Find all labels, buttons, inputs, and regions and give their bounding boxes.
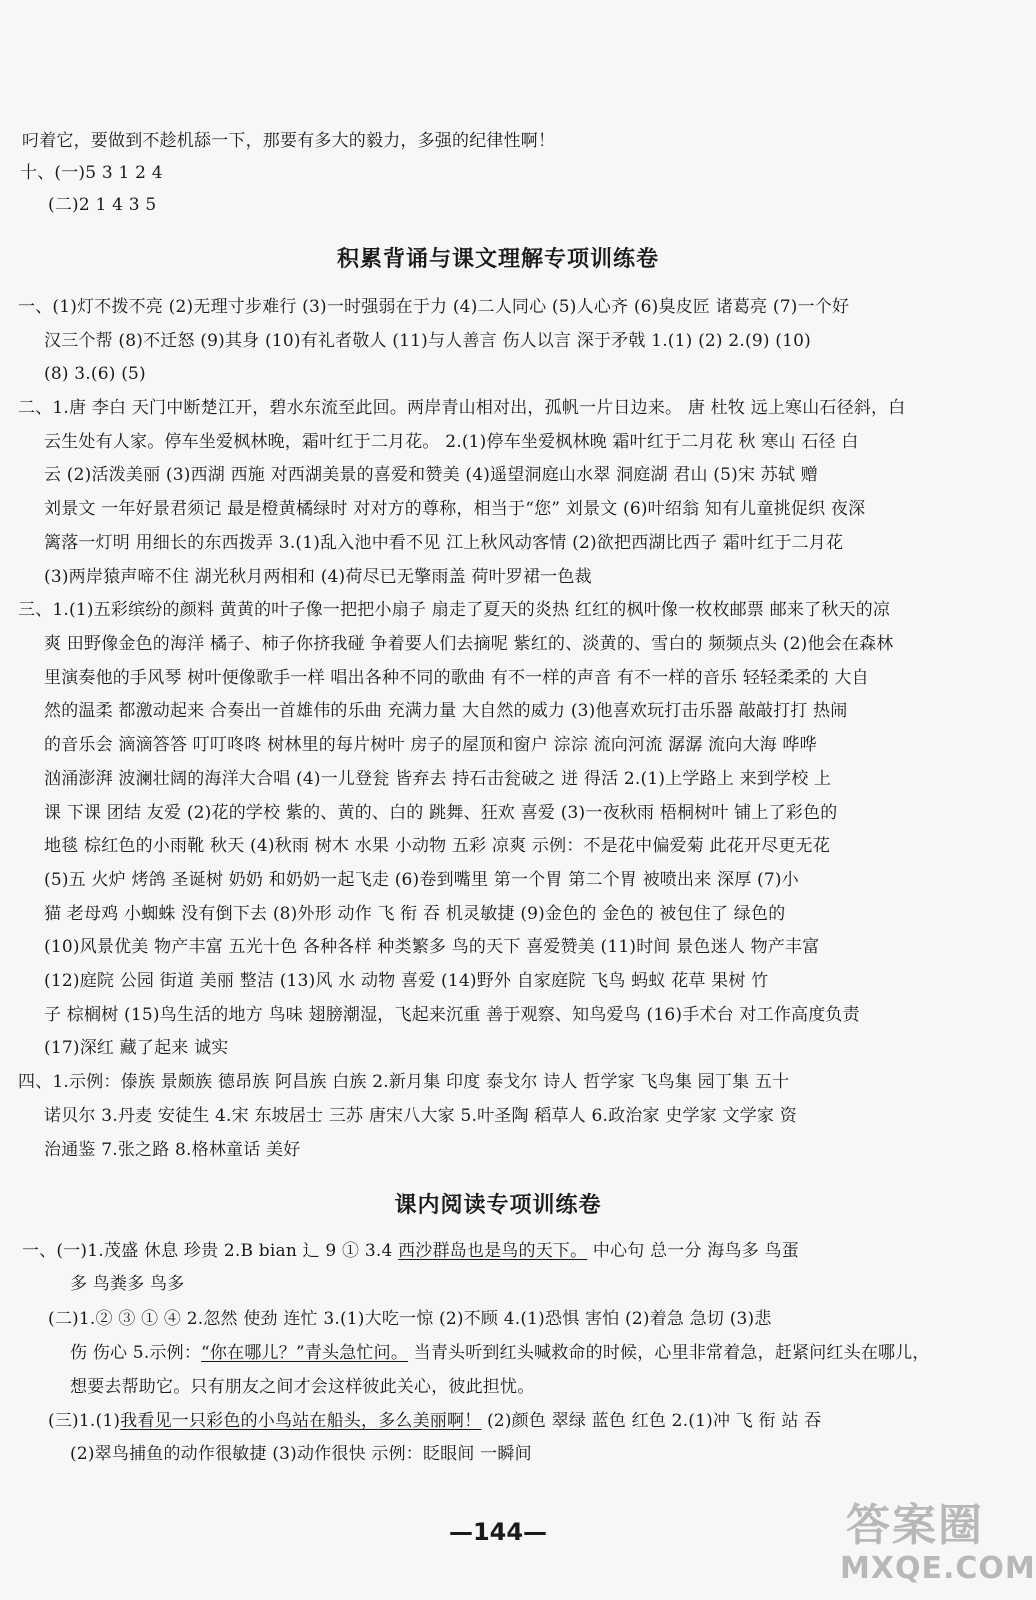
text-line: (3)两岸猿声啼不住 湖光秋月两相和 (4)荷尽已无擎雨盖 荷叶罗裙一色裁: [44, 567, 592, 587]
text-line: 篱落一灯明 用细长的东西拨弄 3.(1)乱入池中看不见 江上秋风动客情 (2)欲把西湖比西子 霜叶红于二月花: [44, 533, 844, 553]
text-line: 十、(一)5 3 1 2 4: [20, 163, 163, 183]
text-line: 叼着它，要做到不趁机舔一下，那要有多大的毅力，多强的纪律性啊！: [22, 131, 556, 151]
text-line: 诺贝尔 3.丹麦 安徒生 4.宋 东坡居士 三苏 唐宋八大家 5.叶圣陶 稻草人 6.政治家 史学家 文学家 资: [44, 1106, 797, 1126]
text-line: 的音乐会 滴滴答答 叮叮咚咚 树林里的每片树叶 房子的屋顶和窗户 淙淙 流向河流 潺潺 流向大海 哗哗: [44, 735, 817, 755]
text-line: [70, 1342, 978, 1364]
answer-text: (三)1.(1): [48, 1411, 121, 1431]
section-title: 积累背诵与课文理解专项训练卷: [336, 246, 659, 272]
text-line: (二)2 1 4 3 5: [48, 195, 157, 215]
text-line: 地毯 棕红色的小雨靴 秋天 (4)秋雨 树木 水果 小动物 五彩 凉爽 示例：不是花中偏爱菊 此花开尽更无花: [44, 836, 830, 856]
text-line: 里演奏他的手风琴 树叶便像歌手一样 唱出各种不同的歌曲 有不一样的声音 有不一样的音乐 轻轻柔柔的 大自: [44, 668, 869, 688]
text-line: [48, 1410, 978, 1432]
text-line: 爽 田野像金色的海洋 橘子、柿子你挤我碰 争着要人们去摘呢 紫红的、淡黄的、雪白的 频频点头 (2)他会在森林: [44, 634, 894, 654]
text-line: (12)庭院 公园 街道 美丽 整洁 (13)风 水 动物 喜爱 (14)野外 自家庭院 飞鸟 蚂蚁 花草 果树 竹: [44, 971, 769, 991]
text-line: 课 下课 团结 友爱 (2)花的学校 紫的、黄的、白的 跳舞、狂欢 喜爱 (3)一夜秋雨 梧桐树叶 铺上了彩色的: [44, 803, 838, 823]
text-line: (17)深红 藏了起来 诚实: [44, 1038, 229, 1058]
underlined-answer: “你在哪儿？”青头急忙问。: [201, 1343, 409, 1363]
text-line: 四、1.示例：傣族 景颇族 德昂族 阿昌族 白族 2.新月集 印度 泰戈尔 诗人 哲学家 飞鸟集 园丁集 五十: [18, 1072, 790, 1092]
answer-text: (2)颜色 翠绿 蓝色 红色 2.(1)冲 飞 衔 站 吞: [481, 1411, 822, 1431]
section-title: 课内阅读专项训练卷: [394, 1192, 602, 1218]
answer-text: 一、(一)1.茂盛 休息 珍贵 2.B bian 辶 9 ① 3.4: [22, 1241, 399, 1261]
answer-text: 当青头听到红头喊救命的时候，心里非常着急，赶紧问红头在哪儿，: [408, 1343, 930, 1363]
text-line: 三、1.(1)五彩缤纷的颜料 黄黄的叶子像一把把小扇子 扇走了夏天的炎热 红红的枫叶像一枚枚邮票 邮来了秋天的凉: [18, 600, 891, 620]
text-line: 猫 老母鸡 小蜘蛛 没有倒下去 (8)外形 动作 飞 衔 吞 机灵敏捷 (9)金色的 金色的 被包住了 绿色的: [44, 904, 786, 924]
text-line: (2)翠鸟捕鱼的动作很敏捷 (3)动作很快 示例：眨眼间 一瞬间: [70, 1444, 532, 1464]
text-line: 子 棕榈树 (15)鸟生活的地方 鸟味 翅膀潮湿，飞起来沉重 善于观察、知鸟爱鸟 (16)手术台 对工作高度负责: [44, 1005, 860, 1025]
underlined-answer: 西沙群岛也是鸟的天下。: [398, 1241, 588, 1261]
answer-text: 中心句 总一分 海鸟多 鸟蛋: [587, 1241, 799, 1261]
text-line: 然的温柔 都激动起来 合奏出一首雄伟的乐曲 充满力量 大自然的威力 (3)他喜欢玩打击乐器 敲敲打打 热闹: [44, 701, 848, 721]
text-line: 多 鸟粪多 鸟多: [70, 1274, 185, 1294]
text-line: 云生处有人家。停车坐爱枫林晚，霜叶红于二月花。 2.(1)停车坐爱枫林晚 霜叶红于二月花 秋 寒山 石径 白: [44, 432, 859, 452]
text-line: 汉三个帮 (8)不迁怒 (9)其身 (10)有礼者敬人 (11)与人善言 伤人以言 深于矛戟 1.(1) (2) 2.(9) (10): [44, 331, 811, 351]
text-line: 一、(1)灯不拨不亮 (2)无理寸步难行 (3)一时强弱在于力 (4)二人同心 (5)人心齐 (6)臭皮匠 诸葛亮 (7)一个好: [18, 297, 850, 317]
watermark-logo: [840, 1500, 1036, 1592]
page-number: —144—: [448, 1518, 548, 1546]
text-line: (5)五 火炉 烤鸽 圣诞树 奶奶 和奶奶一起飞走 (6)卷到嘴里 第一个胃 第二个胃 被喷出来 深厚 (7)小: [44, 870, 799, 890]
text-line: (二)1.② ③ ① ④ 2.忽然 使劲 连忙 3.(1)大吃一惊 (2)不顾 4.(1)恐惧 害怕 (2)着急 急切 (3)悲: [48, 1309, 772, 1329]
underlined-answer: 我看见一只彩色的小鸟站在船头，多么美丽啊！: [120, 1411, 482, 1431]
answer-text: 伤 伤心 5.示例：: [70, 1343, 202, 1363]
text-line: 汹涌澎湃 波澜壮阔的海洋大合唱 (4)一儿登瓮 皆弃去 持石击瓮破之 迸 得活 2.(1)上学路上 来到学校 上: [44, 769, 832, 789]
text-line: 治通鉴 7.张之路 8.格林童话 美好: [44, 1140, 301, 1160]
watermark-url: MXQE.COM: [840, 1551, 1036, 1586]
text-line: (8) 3.(6) (5): [44, 364, 146, 384]
text-line: [22, 1240, 978, 1262]
text-line: 云 (2)活泼美丽 (3)西湖 西施 对西湖美景的喜爱和赞美 (4)遥望洞庭山水翠 洞庭湖 君山 (5)宋 苏轼 赠: [44, 465, 818, 485]
text-line: 想要去帮助它。只有朋友之间才会这样彼此关心，彼此担忧。: [70, 1377, 535, 1397]
text-line: (10)风景优美 物产丰富 五光十色 各种各样 种类繁多 鸟的天下 喜爱赞美 (11)时间 景色迷人 物产丰富: [44, 937, 820, 957]
text-line: 刘景文 一年好景君须记 最是橙黄橘绿时 对对方的尊称，相当于“您” 刘景文 (6)叶绍翁 知有儿童挑促织 夜深: [44, 499, 866, 519]
text-line: 二、1.唐 李白 天门中断楚江开，碧水东流至此回。两岸青山相对出，孤帆一片日边来。 唐 杜牧 远上寒山石径斜，白: [18, 398, 906, 418]
watermark-text: 答案圈: [846, 1500, 984, 1551]
